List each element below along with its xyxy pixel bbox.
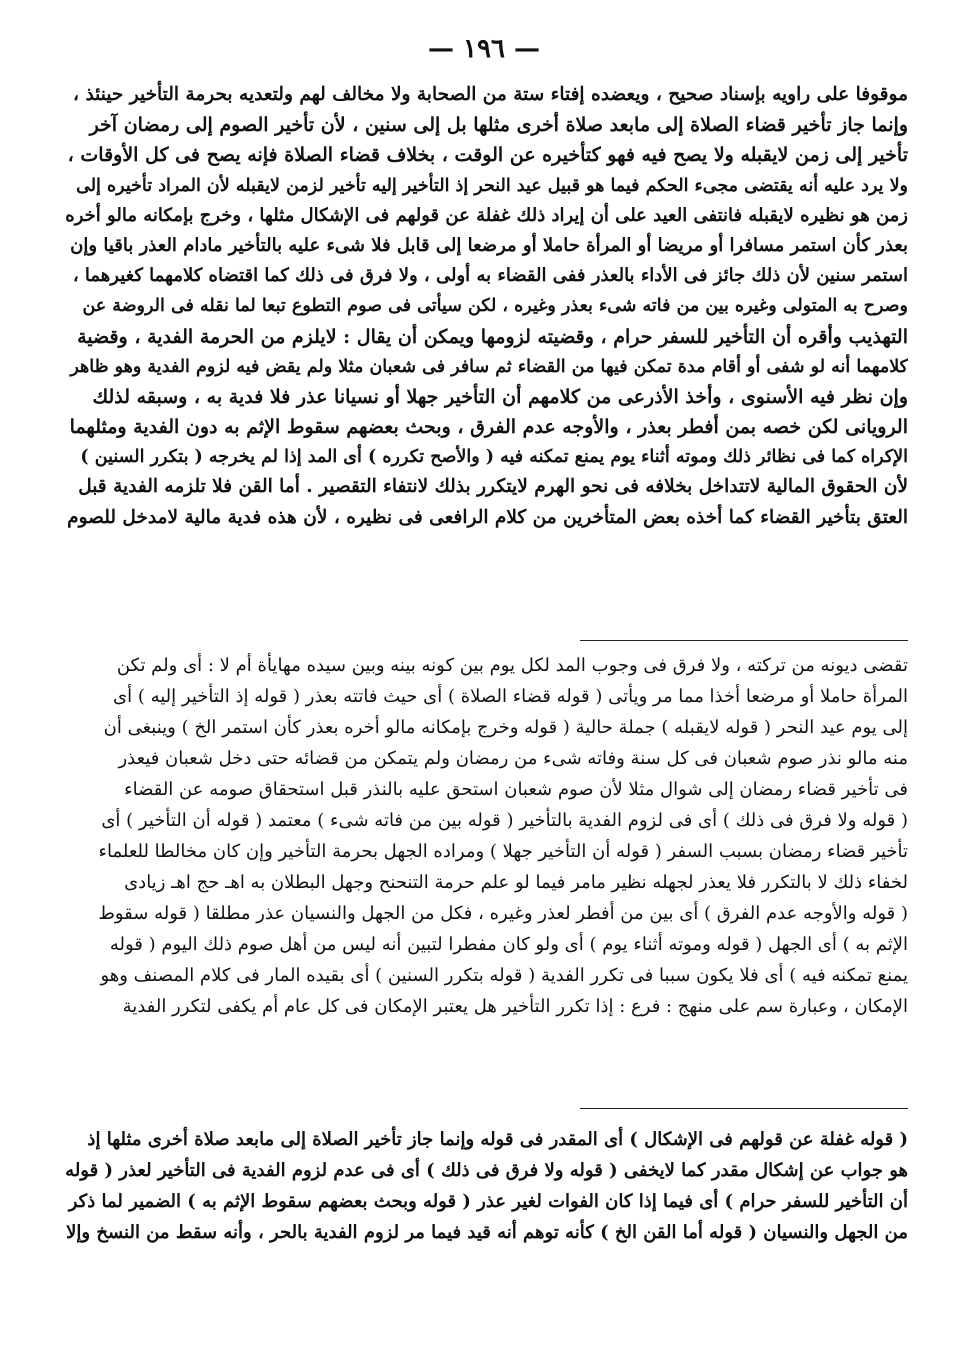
footnote-block-1 <box>60 650 908 1022</box>
main-text-block <box>60 80 908 533</box>
footnote-line: لخفاء ذلك لا بالتكرر فلا يعذر لجهله نظير مامر فيما لو علم حرمة التنحنح وجهل البطلان به اهـ حج اهـ زيادى <box>124 872 908 893</box>
footnote-line: فى تأخير قضاء رمضان إلى شوال مثلا لأن صوم شعبان استحق عليه بالنذر قبل استحقاق صومه عن القضاء <box>124 779 908 800</box>
main-text-line: تأخير إلى زمن لايقبله ولا يصح فيه فهو كتأخيره عن الوقت ، بخلاف قضاء الصلاة فإنه يصح فى كل الأوقات ، <box>67 144 908 167</box>
main-text-line: وصرح به المتولى وغيره بين من فاته شىء بعذر وغيره ، لكن سيأتى فى صوم التطوع تبعا لما نقله فى الروضة عن <box>82 296 908 317</box>
footnote-line: ( قوله والأوجه عدم الفرق ) أى بين من أفطر لعذر وغيره ، فكل من الجهل والنسيان عذر مطلقا ( قوله سقوط <box>98 903 908 924</box>
main-text-line: الإكراه كما فى نظائر ذلك وموته أثناء يوم يمنع تمكنه فيه ( والأصح تكرره ) أى المد إذا لم يخرجه ( بتكرر السنين ) <box>80 447 908 468</box>
main-text-line: الرويانى لكن خصه بمن أفطر بعذر ، والأوجه عدم الفرق ، وبحث بعضهم سقوط الإثم به دون الفدية ومثلهما <box>69 416 908 439</box>
main-text-line: ولا يرد عليه أنه يقتضى مجىء الحكم فيما هو قبيل عيد النحر إذ التأخير إليه تأخير لزمن لايقبله لأن المراد تأخيره إلى <box>76 175 908 196</box>
footnote-line: من الجهل والنسيان ( قوله أما القن الخ ) كأنه توهم أنه قيد فيما مر لزوم الفدية بالحر ، وأنه سقط من النسخ وإلا <box>66 1222 908 1243</box>
footnote-divider <box>580 1108 908 1109</box>
page-number: — ١٩٦ — <box>427 34 541 64</box>
footnote-block-2 <box>60 1124 908 1248</box>
footnote-line: منه مالو نذر صوم شعبان فى كل سنة وفاته شىء من رمضان ولم يتمكن من قضائه حتى دخل شعبان فيعذر <box>118 748 908 769</box>
main-text-line: لأن الحقوق المالية لاتتداخل بخلافه فى نحو الهرم لايتكرر بذلك لانتفاء التقصير . أما القن فلا تلزمه الفدية قبل <box>78 476 908 498</box>
footnote-divider <box>580 640 908 641</box>
main-text-line: بعذر كأن استمر مسافرا أو مريضا أو المرأة حاملا أو مرضعا إلى قابل فلا شىء عليه بالتأخير مادام العذر باقيا وإن <box>70 234 908 256</box>
main-text-line: التهذيب وأقره أن التأخير للسفر حرام ، وقضيته لزومها ويمكن أن يقال : لايلزم من الحرمة الفدية ، وقضية <box>77 325 908 348</box>
footnote-line: المرأة حاملا أو مرضعا أخذا مما مر ويأتى ( قوله قضاء الصلاة ) أى حيث فاتته بعذر ( قوله إذ التأخير إليه ) أى <box>113 686 908 707</box>
footnote-line: الإمكان ، وعبارة سم على منهج : فرع : إذا تكرر التأخير هل يعتبر الإمكان فى كل عام أم يكفى لتكرر الفدية <box>122 996 908 1017</box>
footnote-line: تقضى ديونه من تركته ، ولا فرق فى وجوب المد لكل يوم بين كونه بينه وبين سيده مهايأة أم لا : أى ولم تكن <box>116 655 908 676</box>
main-text-line: موقوفا على راويه بإسناد صحيح ، ويعضده إفتاء ستة من الصحابة ولا مخالف لهم ولتعديه بحرمة التأخير حينئذ ، <box>73 84 908 105</box>
footnote-line: هو جواب عن إشكال مقدر كما لايخفى ( قوله ولا فرق فى ذلك ) أى فى عدم لزوم الفدية فى التأخير لعذر ( قوله <box>65 1160 908 1181</box>
footnote-line: أن التأخير للسفر حرام ) أى فيما إذا كان الفوات لغير عذر ( قوله وبحث بعضهم سقوط الإثم به ) الضمير لما ذكر <box>68 1191 908 1212</box>
main-text-line: وإن نظر فيه الأسنوى ، وأخذ الأذرعى من كلامهم أن التأخير جهلا أو نسيانا عذر فلا فدية به ، وسبقه لذلك <box>92 385 908 408</box>
footnote-line: يمنع تمكنه فيه ) أى فلا يكون سببا فى تكرر الفدية ( قوله بتكرر السنين ) أى بقيده المار فى كلام المصنف وهو <box>100 965 908 986</box>
footnote-line: إلى يوم عيد النحر ( قوله لايقبله ) جملة حالية ( قوله وخرج بإمكانه مالو أخره بعذر كأن استمر الخ ) وينبغى أن <box>103 717 908 738</box>
footnote-line: ( قوله غفلة عن قولهم فى الإشكال ) أى المقدر فى قوله وإنما جاز تأخير الصلاة إلى مابعد صلاة أخرى مثلها إذ <box>87 1129 908 1150</box>
main-text-line: زمن هو نظيره لايقبله فانتفى العيد على أن إيراد ذلك غفلة عن قولهم فى الإشكال مثلها ، وخرج بإمكانه مالو أخره <box>65 204 908 226</box>
main-text-line: العتق بتأخير القضاء كما أخذه بعض المتأخرين من كلام الرافعى فى نظيره ، لأن هذه فدية مالية لامدخل للصوم <box>67 506 908 528</box>
main-text-line: وإنما جاز تأخير قضاء الصلاة إلى مابعد صلاة أخرى مثلها بل إلى سنين ، لأن تأخير الصوم إلى رمضان آخر <box>89 114 908 137</box>
footnote-line: ( قوله ولا فرق فى ذلك ) أى فى لزوم الفدية بالتأخير ( قوله بين من فاته شىء ) معتمد ( قوله أن التأخير ) أى <box>101 810 908 831</box>
main-text-line: كلامهما أنه لو شفى أو أقام مدة تمكن فيها من القضاء ثم سافر فى شعبان مثلا ولم يقض فيه لزوم الفدية وهو ظاهر <box>70 356 908 377</box>
main-text-line: استمر سنين لأن ذلك جائز فى الأداء بالعذر ففى القضاء به أولى ، ولا فرق فى ذلك كما اقتضاه كلامهما كغيرهما ، <box>72 265 908 287</box>
footnote-line: تأخير قضاء رمضان بسبب السفر ( قوله أن التأخير جهلا ) ومراده الجهل بحرمة التأخير وإن كان مخالطا للعلماء <box>98 841 908 862</box>
footnote-line: الإثم به ) أى الجهل ( قوله وموته أثناء يوم ) أى ولو كان مفطرا لتبين أنه ليس من أهل صوم ذلك اليوم ( قوله <box>109 934 908 955</box>
